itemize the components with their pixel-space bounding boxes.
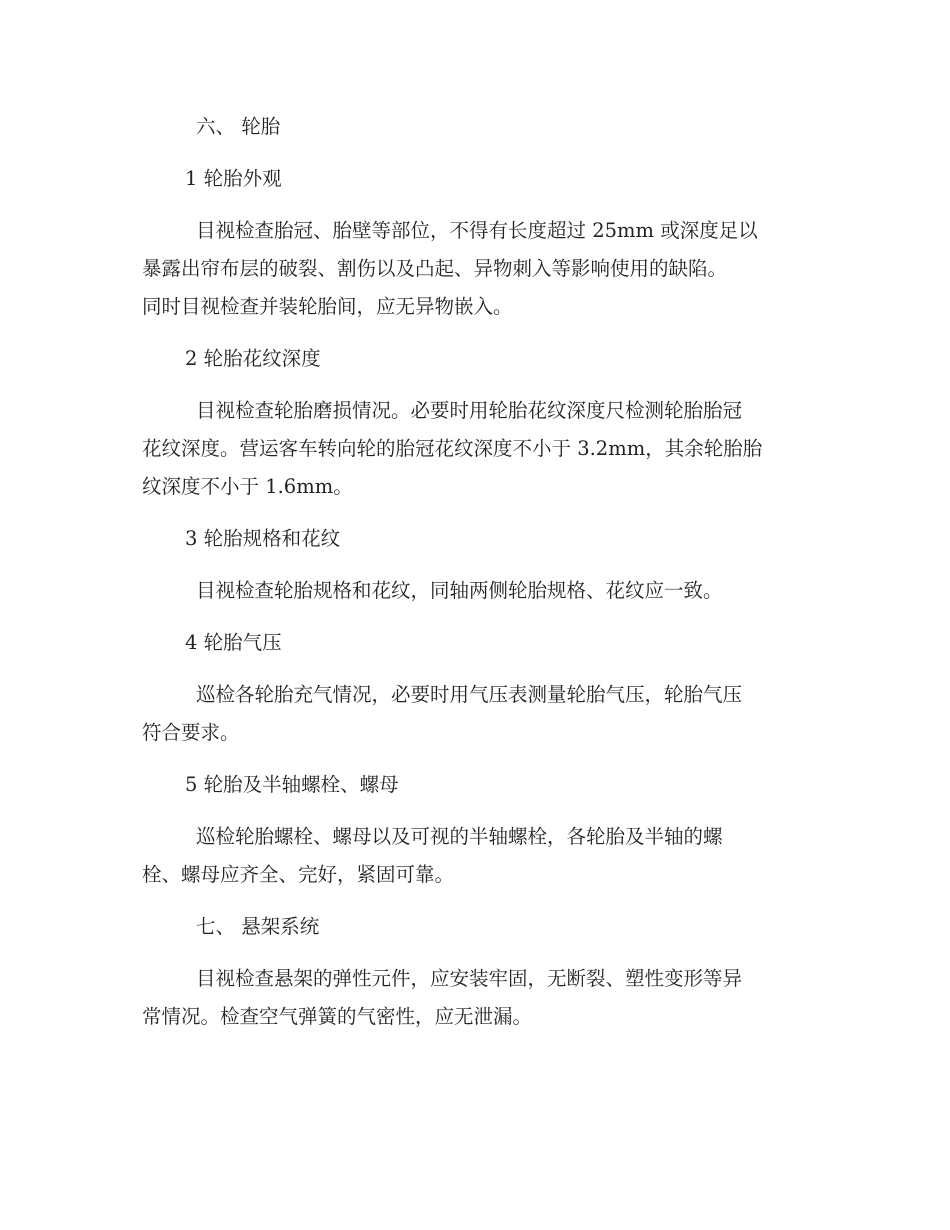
- paragraph-line: 纹深度不小于 1.6mm。: [142, 475, 353, 498]
- paragraph-line: 常情况。检查空气弹簧的气密性，应无泄漏。: [142, 1005, 533, 1028]
- subsection-title-bolts-nuts: 5 轮胎及半轴螺栓、螺母: [185, 773, 399, 796]
- paragraph-line: 花纹深度。营运客车转向轮的胎冠花纹深度不小于 3.2mm，其余轮胎胎: [142, 437, 763, 460]
- paragraph-line: 暴露出帘布层的破裂、割伤以及凸起、异物刺入等影响使用的缺陷。: [142, 257, 728, 280]
- paragraph-line: 符合要求。: [142, 721, 240, 744]
- subsection-title-tread-depth: 2 轮胎花纹深度: [185, 347, 321, 370]
- paragraph-line: 目视检查胎冠、胎壁等部位，不得有长度超过 25mm 或深度足以: [196, 219, 758, 242]
- section-title-suspension: 七、 悬架系统: [196, 915, 320, 938]
- subsection-title-pressure: 4 轮胎气压: [185, 631, 282, 654]
- paragraph-line: 目视检查轮胎规格和花纹，同轴两侧轮胎规格、花纹应一致。: [196, 579, 723, 602]
- paragraph-line: 巡检轮胎螺栓、螺母以及可视的半轴螺栓，各轮胎及半轴的螺: [196, 825, 723, 848]
- paragraph-line: 目视检查轮胎磨损情况。必要时用轮胎花纹深度尺检测轮胎胎冠: [196, 399, 743, 422]
- subsection-title-spec-pattern: 3 轮胎规格和花纹: [185, 527, 341, 550]
- paragraph-line: 巡检各轮胎充气情况，必要时用气压表测量轮胎气压，轮胎气压: [196, 683, 743, 706]
- paragraph-line: 栓、螺母应齐全、完好，紧固可靠。: [142, 863, 455, 886]
- subsection-title-appearance: 1 轮胎外观: [185, 167, 282, 190]
- paragraph-line: 同时目视检查并装轮胎间，应无异物嵌入。: [142, 295, 513, 318]
- section-title-tires: 六、 轮胎: [196, 115, 281, 138]
- paragraph-line: 目视检查悬架的弹性元件，应安装牢固，无断裂、塑性变形等异: [196, 967, 743, 990]
